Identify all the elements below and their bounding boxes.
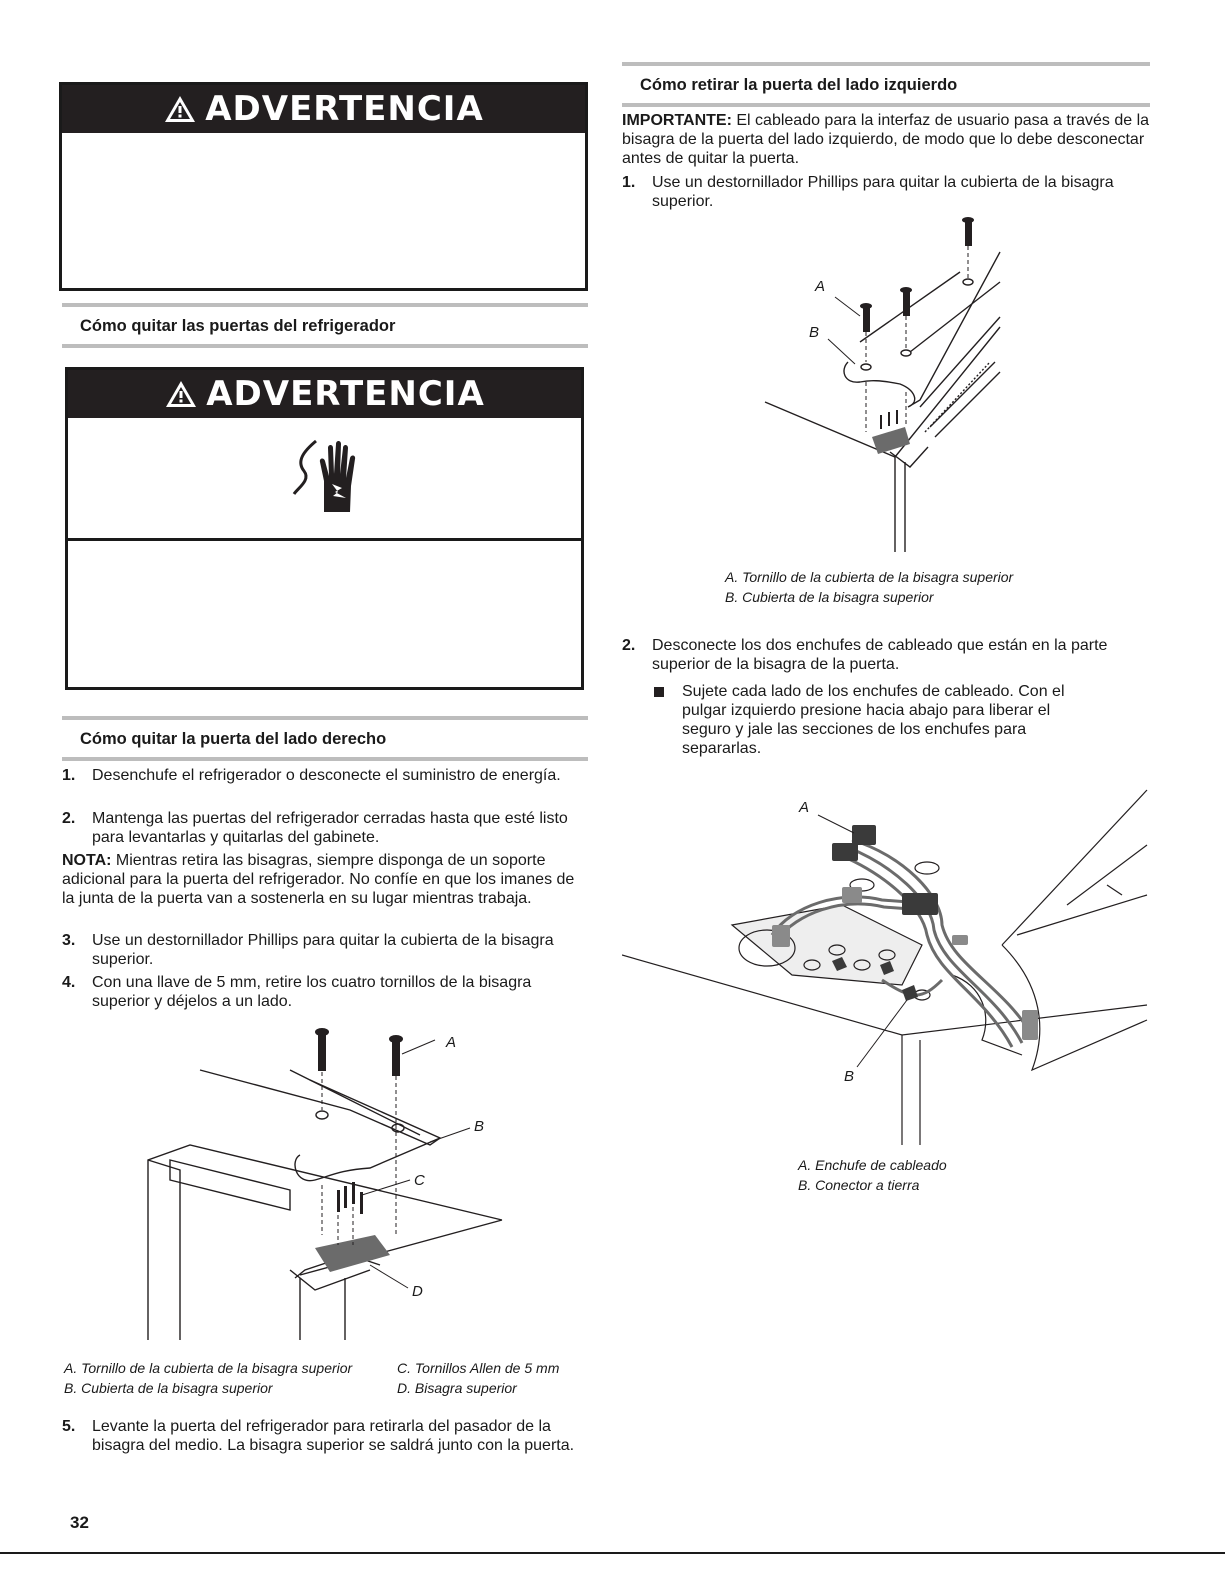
section-title: Cómo quitar la puerta del lado derecho: [80, 730, 387, 748]
wiring-plugs-diagram: [622, 785, 1150, 1150]
note-paragraph: NOTA: Mientras retira las bisagras, siempre disponga de un soporte adicional para la puerta del refrigerador. No confíe en que los imanes de la junta de la puerta van a sostenerla en su lugar mientras trabaja.: [62, 852, 575, 907]
bullet-item: Sujete cada lado de los enchufes de cableado. Con el pulgar izquierdo presione hacia abajo para liberar el seguro y jale las secciones de los enchufes para separarlas.: [622, 682, 1092, 758]
left-door-hinge-cover-diagram: [760, 212, 1010, 557]
figure-label-d: D: [412, 1283, 423, 1300]
step-2: 2. Mantenga las puertas del refrigerador cerradas hasta que esté listo para levantarlas y quitarlas del gabinete.: [62, 810, 568, 846]
right-door-hinge-diagram: [140, 1020, 520, 1350]
warning-triangle-icon: [163, 94, 197, 124]
important-paragraph: IMPORTANTE: El cableado para la interfaz de usuario pasa a través de la bisagra de la puerta del lado izquierdo, de modo que lo debe desconectar antes de quitar la puerta.: [622, 112, 1150, 167]
section-header-remove-doors: [62, 303, 588, 348]
warning-header: [62, 85, 585, 133]
section-title: Cómo quitar las puertas del refrigerador: [80, 317, 396, 335]
warning-title: ADVERTENCIA: [205, 89, 484, 129]
warning-title: ADVERTENCIA: [206, 374, 485, 414]
figure-label-a: A: [799, 799, 810, 816]
section-header-left-door: [622, 62, 1150, 107]
bullet-square-icon: [654, 687, 664, 697]
caption-b: B. Conector a tierra: [798, 1177, 920, 1193]
left-step-1: 1. Use un destornillador Phillips para quitar la cubierta de la bisagra superior.: [622, 174, 1114, 210]
caption-c: C. Tornillos Allen de 5 mm: [397, 1360, 560, 1376]
caption-a: A. Tornillo de la cubierta de la bisagra superior: [725, 569, 1014, 585]
step-4: 4. Con una llave de 5 mm, retire los cuatro tornillos de la bisagra superior y déjelos a un lado.: [62, 974, 532, 1010]
step-3: 3. Use un destornillador Phillips para quitar la cubierta de la bisagra superior.: [62, 932, 554, 968]
left-step-2: 2. Desconecte los dos enchufes de cableado que están en la parte superior de la bisagra de la puerta.: [622, 637, 1108, 673]
page-number: 32: [70, 1513, 89, 1532]
step-1: 1. Desenchufe el refrigerador o desconecte el suministro de energía.: [62, 767, 561, 784]
warning-triangle-icon: [164, 379, 198, 409]
figure-label-b: B: [474, 1118, 485, 1135]
figure-label-b: B: [844, 1068, 855, 1085]
warning-header: [68, 370, 581, 418]
caption-a: A. Tornillo de la cubierta de la bisagra superior: [64, 1360, 353, 1376]
figure-label-c: C: [414, 1172, 425, 1189]
caption-a: A. Enchufe de cableado: [798, 1157, 947, 1173]
figure-label-a: A: [815, 278, 826, 295]
caption-b: B. Cubierta de la bisagra superior: [64, 1380, 273, 1396]
warning-box-middle: [65, 367, 584, 690]
figure-label-a: A: [446, 1034, 457, 1051]
caption-d: D. Bisagra superior: [397, 1380, 517, 1396]
warning-box-top: [59, 82, 588, 291]
section-header-right-door: [62, 716, 588, 761]
electrical-shock-hazard-icon: [286, 436, 366, 516]
bottom-rule: [0, 1552, 1225, 1554]
section-title: Cómo retirar la puerta del lado izquierdo: [640, 76, 958, 94]
step-5: 5. Levante la puerta del refrigerador para retirarla del pasador de la bisagra del medio. La bisagra superior se saldrá junto con la puerta.: [62, 1418, 575, 1454]
caption-b: B. Cubierta de la bisagra superior: [725, 589, 934, 605]
figure-label-b: B: [809, 324, 820, 341]
